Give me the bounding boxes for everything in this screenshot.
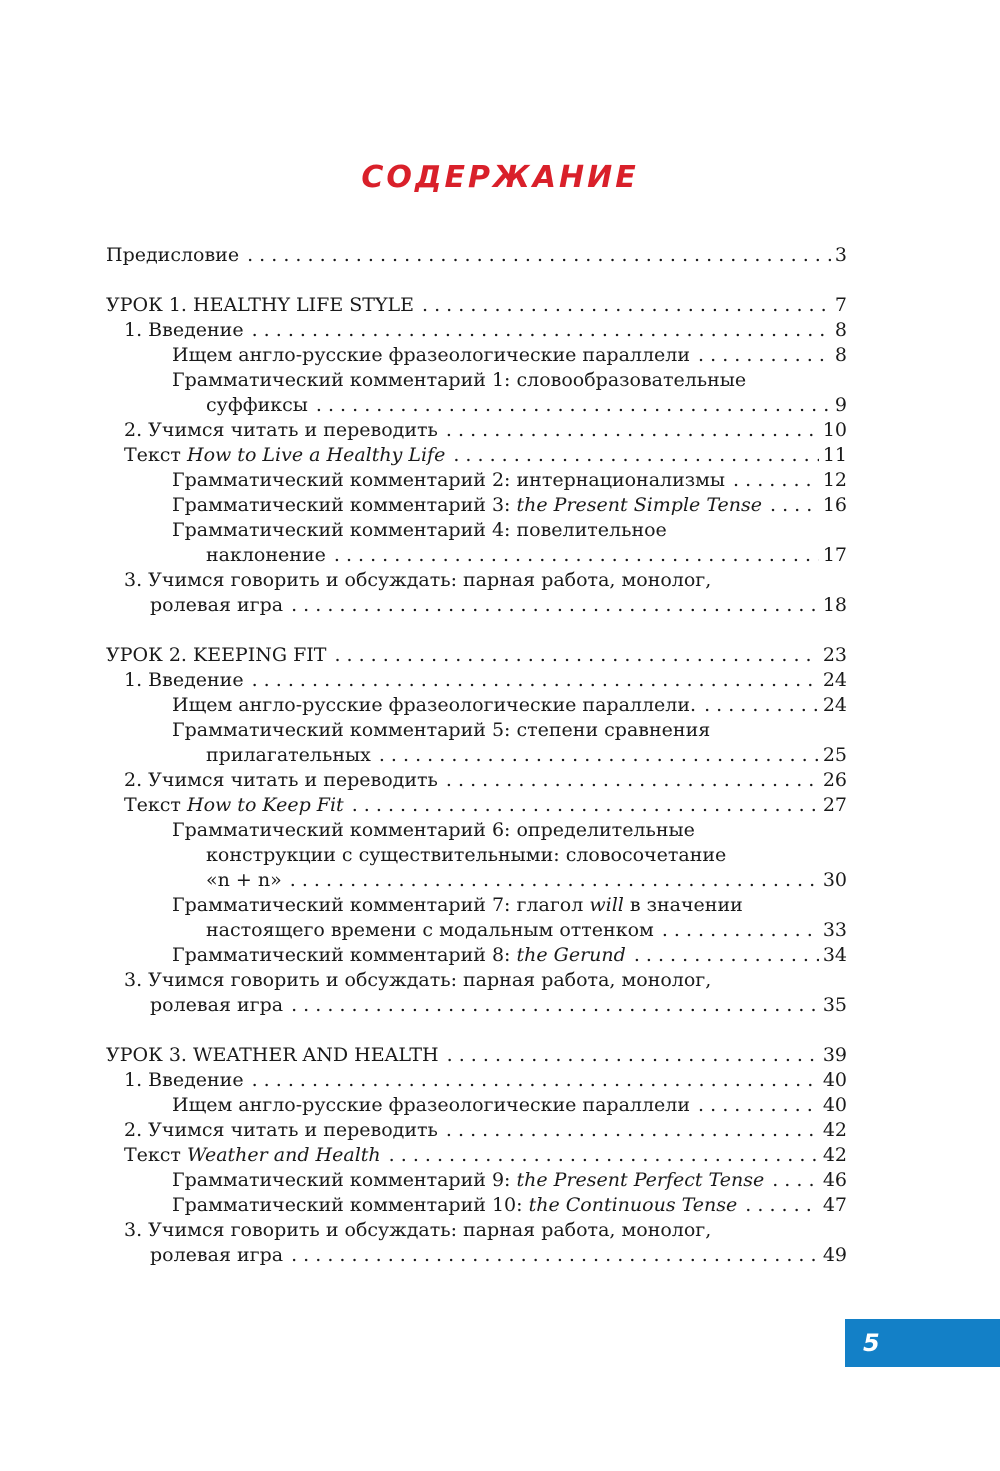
page-ref: 10: [822, 419, 847, 441]
toc-entry-l1-speak-cont[interactable]: ролевая игра . . . 18: [106, 593, 847, 618]
page-ref: 9: [834, 394, 847, 416]
toc-entry-l2-intro[interactable]: 1. Введение . . . 24: [106, 668, 847, 693]
toc-entry-preface[interactable]: Предисловие . . . 3: [106, 243, 847, 268]
page-ref: 24: [822, 694, 847, 716]
toc-entry-l2-grammar-6[interactable]: Грамматический комментарий 6: определительные: [172, 819, 695, 841]
toc-entry-l3-intro[interactable]: 1. Введение . . . 40: [106, 1068, 847, 1093]
toc-entry-l2-grammar-7[interactable]: Грамматический комментарий 7: глагол will в значении: [172, 894, 743, 916]
page-ref: 40: [822, 1069, 847, 1091]
toc-entry-l3-text[interactable]: Текст Weather and Health . . . 42: [106, 1143, 847, 1168]
toc-entry-l2-read[interactable]: 2. Учимся читать и переводить . . . 26: [106, 768, 847, 793]
page-ref: 34: [822, 944, 847, 966]
page-ref: 47: [822, 1194, 847, 1216]
toc-entry-l2-phrase[interactable]: Ищем англо-русские фразеологические параллели. . . . 24: [106, 693, 847, 718]
toc-entry-l1-read[interactable]: 2. Учимся читать и переводить . . . 10: [106, 418, 847, 443]
page-ref: 8: [834, 319, 847, 341]
page-ref: 42: [822, 1119, 847, 1141]
page-ref: 7: [834, 294, 847, 316]
page-ref: 40: [822, 1094, 847, 1116]
toc-entry-l1-speak[interactable]: 3. Учимся говорить и обсуждать: парная работа, монолог,: [124, 569, 712, 591]
page-ref: 33: [822, 919, 847, 941]
toc-entry-l1-intro[interactable]: 1. Введение . . . 8: [106, 318, 847, 343]
toc-entry-l1-grammar-3[interactable]: Грамматический комментарий 3: the Present Simple Tense . . . 16: [106, 493, 847, 518]
page-ref: 26: [822, 769, 847, 791]
toc-entry-l2-grammar-5-cont[interactable]: прилагательных . . . 25: [106, 743, 847, 768]
page-ref: 25: [822, 744, 847, 766]
toc-entry-l1-grammar-2[interactable]: Грамматический комментарий 2: интернационализмы . . . 12: [106, 468, 847, 493]
toc-entry-l2-grammar-8[interactable]: Грамматический комментарий 8: the Gerund . . . 34: [106, 943, 847, 968]
page-ref: 30: [822, 869, 847, 891]
toc-entry-l3-grammar-9[interactable]: Грамматический комментарий 9: the Present Perfect Tense . . . 46: [106, 1168, 847, 1193]
toc-entry-l1-grammar-1[interactable]: Грамматический комментарий 1: словообразовательные: [172, 369, 747, 391]
toc-entry-l2-grammar-5[interactable]: Грамматический комментарий 5: степени сравнения: [172, 719, 711, 741]
page-ref: 18: [822, 594, 847, 616]
table-of-contents: [106, 243, 847, 1268]
toc-entry-lesson-3[interactable]: УРОК 3. WEATHER AND HEALTH . . . 39: [106, 1043, 847, 1068]
page-ref: 46: [822, 1169, 847, 1191]
toc-entry-l3-grammar-10[interactable]: Грамматический комментарий 10: the Continuous Tense . . . 47: [106, 1193, 847, 1218]
page-ref: 17: [822, 544, 847, 566]
page-ref: 39: [822, 1044, 847, 1066]
toc-entry-l1-phrase[interactable]: Ищем англо-русские фразеологические параллели . . . 8: [106, 343, 847, 368]
toc-entry-l2-grammar-6-cont[interactable]: конструкции с существительными: словосочетание: [206, 844, 727, 866]
toc-entry-l1-text[interactable]: Текст How to Live a Healthy Life . . . 11: [106, 443, 847, 468]
page-ref: 3: [834, 244, 847, 266]
page-ref: 16: [822, 494, 847, 516]
page-ref: 24: [822, 669, 847, 691]
toc-entry-l3-speak-cont[interactable]: ролевая игра . . . 49: [106, 1243, 847, 1268]
page-ref: 23: [822, 644, 847, 666]
toc-entry-l2-grammar-7-cont[interactable]: настоящего времени с модальным оттенком . . . 33: [106, 918, 847, 943]
page-ref: 42: [822, 1144, 847, 1166]
toc-entry-l1-grammar-4[interactable]: Грамматический комментарий 4: повелительное: [172, 519, 667, 541]
toc-entry-l2-grammar-6-cont2[interactable]: «n + n» . . . 30: [106, 868, 847, 893]
toc-entry-l3-speak[interactable]: 3. Учимся говорить и обсуждать: парная работа, монолог,: [124, 1219, 712, 1241]
toc-entry-l1-grammar-1-cont[interactable]: суффиксы . . . 9: [106, 393, 847, 418]
toc-entry-l3-read[interactable]: 2. Учимся читать и переводить . . . 42: [106, 1118, 847, 1143]
page-title: СОДЕРЖАНИЕ: [361, 160, 639, 195]
page-ref: 8: [834, 344, 847, 366]
page-ref: 49: [822, 1244, 847, 1266]
toc-entry-l2-speak-cont[interactable]: ролевая игра . . . 35: [106, 993, 847, 1018]
toc-entry-l2-speak[interactable]: 3. Учимся говорить и обсуждать: парная работа, монолог,: [124, 969, 712, 991]
page-ref: 12: [822, 469, 847, 491]
toc-entry-l2-text[interactable]: Текст How to Keep Fit . . . 27: [106, 793, 847, 818]
toc-entry-lesson-2[interactable]: УРОК 2. KEEPING FIT . . . 23: [106, 643, 847, 668]
page-ref: 27: [822, 794, 847, 816]
page-ref: 11: [822, 444, 847, 466]
page-ref: 35: [822, 994, 847, 1016]
page-number-tab: 5: [845, 1319, 1000, 1367]
toc-entry-l3-phrase[interactable]: Ищем англо-русские фразеологические параллели . . . 40: [106, 1093, 847, 1118]
toc-entry-l1-grammar-4-cont[interactable]: наклонение . . . 17: [106, 543, 847, 568]
toc-entry-lesson-1[interactable]: УРОК 1. HEALTHY LIFE STYLE . . . 7: [106, 293, 847, 318]
